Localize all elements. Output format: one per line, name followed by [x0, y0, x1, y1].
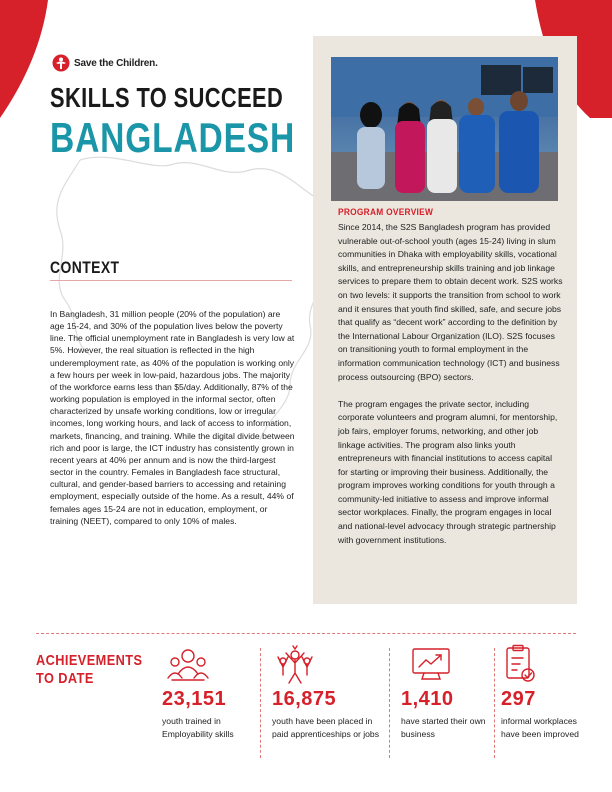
achievements-heading-line1: ACHIEVEMENTS [36, 652, 143, 669]
youth-group-photo [331, 57, 558, 201]
stat-label: informal workplaces have been improved [501, 716, 579, 739]
logo-text: Save the Children. [74, 57, 158, 69]
stat-value: 1,410 [401, 688, 454, 710]
photo-illustration [331, 57, 558, 201]
stat-value: 297 [501, 688, 536, 710]
stat-youth-trained [162, 688, 257, 740]
context-heading: CONTEXT [50, 258, 120, 277]
program-overview-body [338, 221, 564, 561]
stat-separator [389, 648, 390, 758]
stat-businesses-started [401, 688, 491, 740]
celebrating-people-icon [276, 643, 314, 685]
achievements-heading [36, 652, 142, 688]
stat-separator [260, 648, 261, 758]
stat-value: 16,875 [272, 688, 337, 710]
context-body: In Bangladesh, 31 million people (20% of the population) are age 15-24, and 30% of the population lives below the poverty line. The official unemployment rate in Bangladesh is very low at 5%. However, the real situation is reflected in the high underemployment rate, as 40% of the population is working only a few hours per week in low-paid, hazardous jobs. The majority of the workforce earns less than $5/day. Additionally, 87% of the working population is employed in the informal sector, often characterized by unsafe working conditions, low or irregular incomes, long working hours, and lack of access to information, markets, financing, and training. While the digital divide between rich and poor is large, the ICT industry has consistently grown in recent years at 40% per annum and is now the third-largest sector in the country. Females in Bangladesh face structural, cultural, and gender-based barriers to accessing and retaining employment, especially outside of the home. As a result, 44% of females ages 15-24 are not in education, employment, or training (NEET), compared to only 10% of males. [50, 309, 295, 526]
stat-workplaces-improved [501, 688, 593, 740]
achievements-divider [36, 633, 576, 634]
achievements-heading-line2: TO DATE [36, 670, 94, 687]
page-title-line2: BANGLADESH [50, 114, 296, 161]
context-divider [50, 280, 292, 281]
save-the-children-emblem-icon [52, 54, 70, 72]
stat-separator [494, 648, 495, 758]
save-the-children-logo [52, 54, 158, 72]
group-training-icon [166, 644, 210, 684]
growth-chart-screen-icon [410, 646, 452, 682]
checklist-icon [503, 644, 537, 684]
stat-youth-placed [272, 688, 384, 740]
program-overview-heading: PROGRAM OVERVIEW [338, 207, 434, 218]
stat-label: youth have been placed in paid apprenticeships or jobs [272, 716, 380, 739]
stat-label: have started their own business [401, 716, 486, 739]
page-title-line1: SKILLS TO SUCCEED [50, 82, 284, 113]
stat-value: 23,151 [162, 688, 227, 710]
program-overview-paragraph-1: Since 2014, the S2S Bangladesh program has provided vulnerable out-of-school youth (ages 15-24) living in slum communities in Dhaka with employability skills, vocational skills, and entrepreneurship skills training and job linkage services to prepare them to obtain decent work. S2S works on two levels: it supports the transition from school to work and it ensures that youth find skilled, safe, and secure jobs that qualify as “decent work” according to the definition by the International Labour Organization (ILO). S2S focuses on transitioning youth to formal employment in the information communication technology (ICT) and business process outsourcing (BPO) sectors. [338, 222, 563, 382]
program-overview-paragraph-2: The program engages the private sector, including corporate volunteers and program alumni, for mentorship, job fairs, employer forums, networking, and other job linkage activities. The program also links youth entrepreneurs with financial institutions to access capital for starting or improving their business. Additionally, the program improves working conditions for youth through a community-led initiative to assess and improve informal sector workplaces. Finally, the program engages in local and national-level advocacy through strategic partnership with government institutions. [338, 398, 558, 545]
stat-label: youth trained in Employability skills [162, 716, 234, 739]
